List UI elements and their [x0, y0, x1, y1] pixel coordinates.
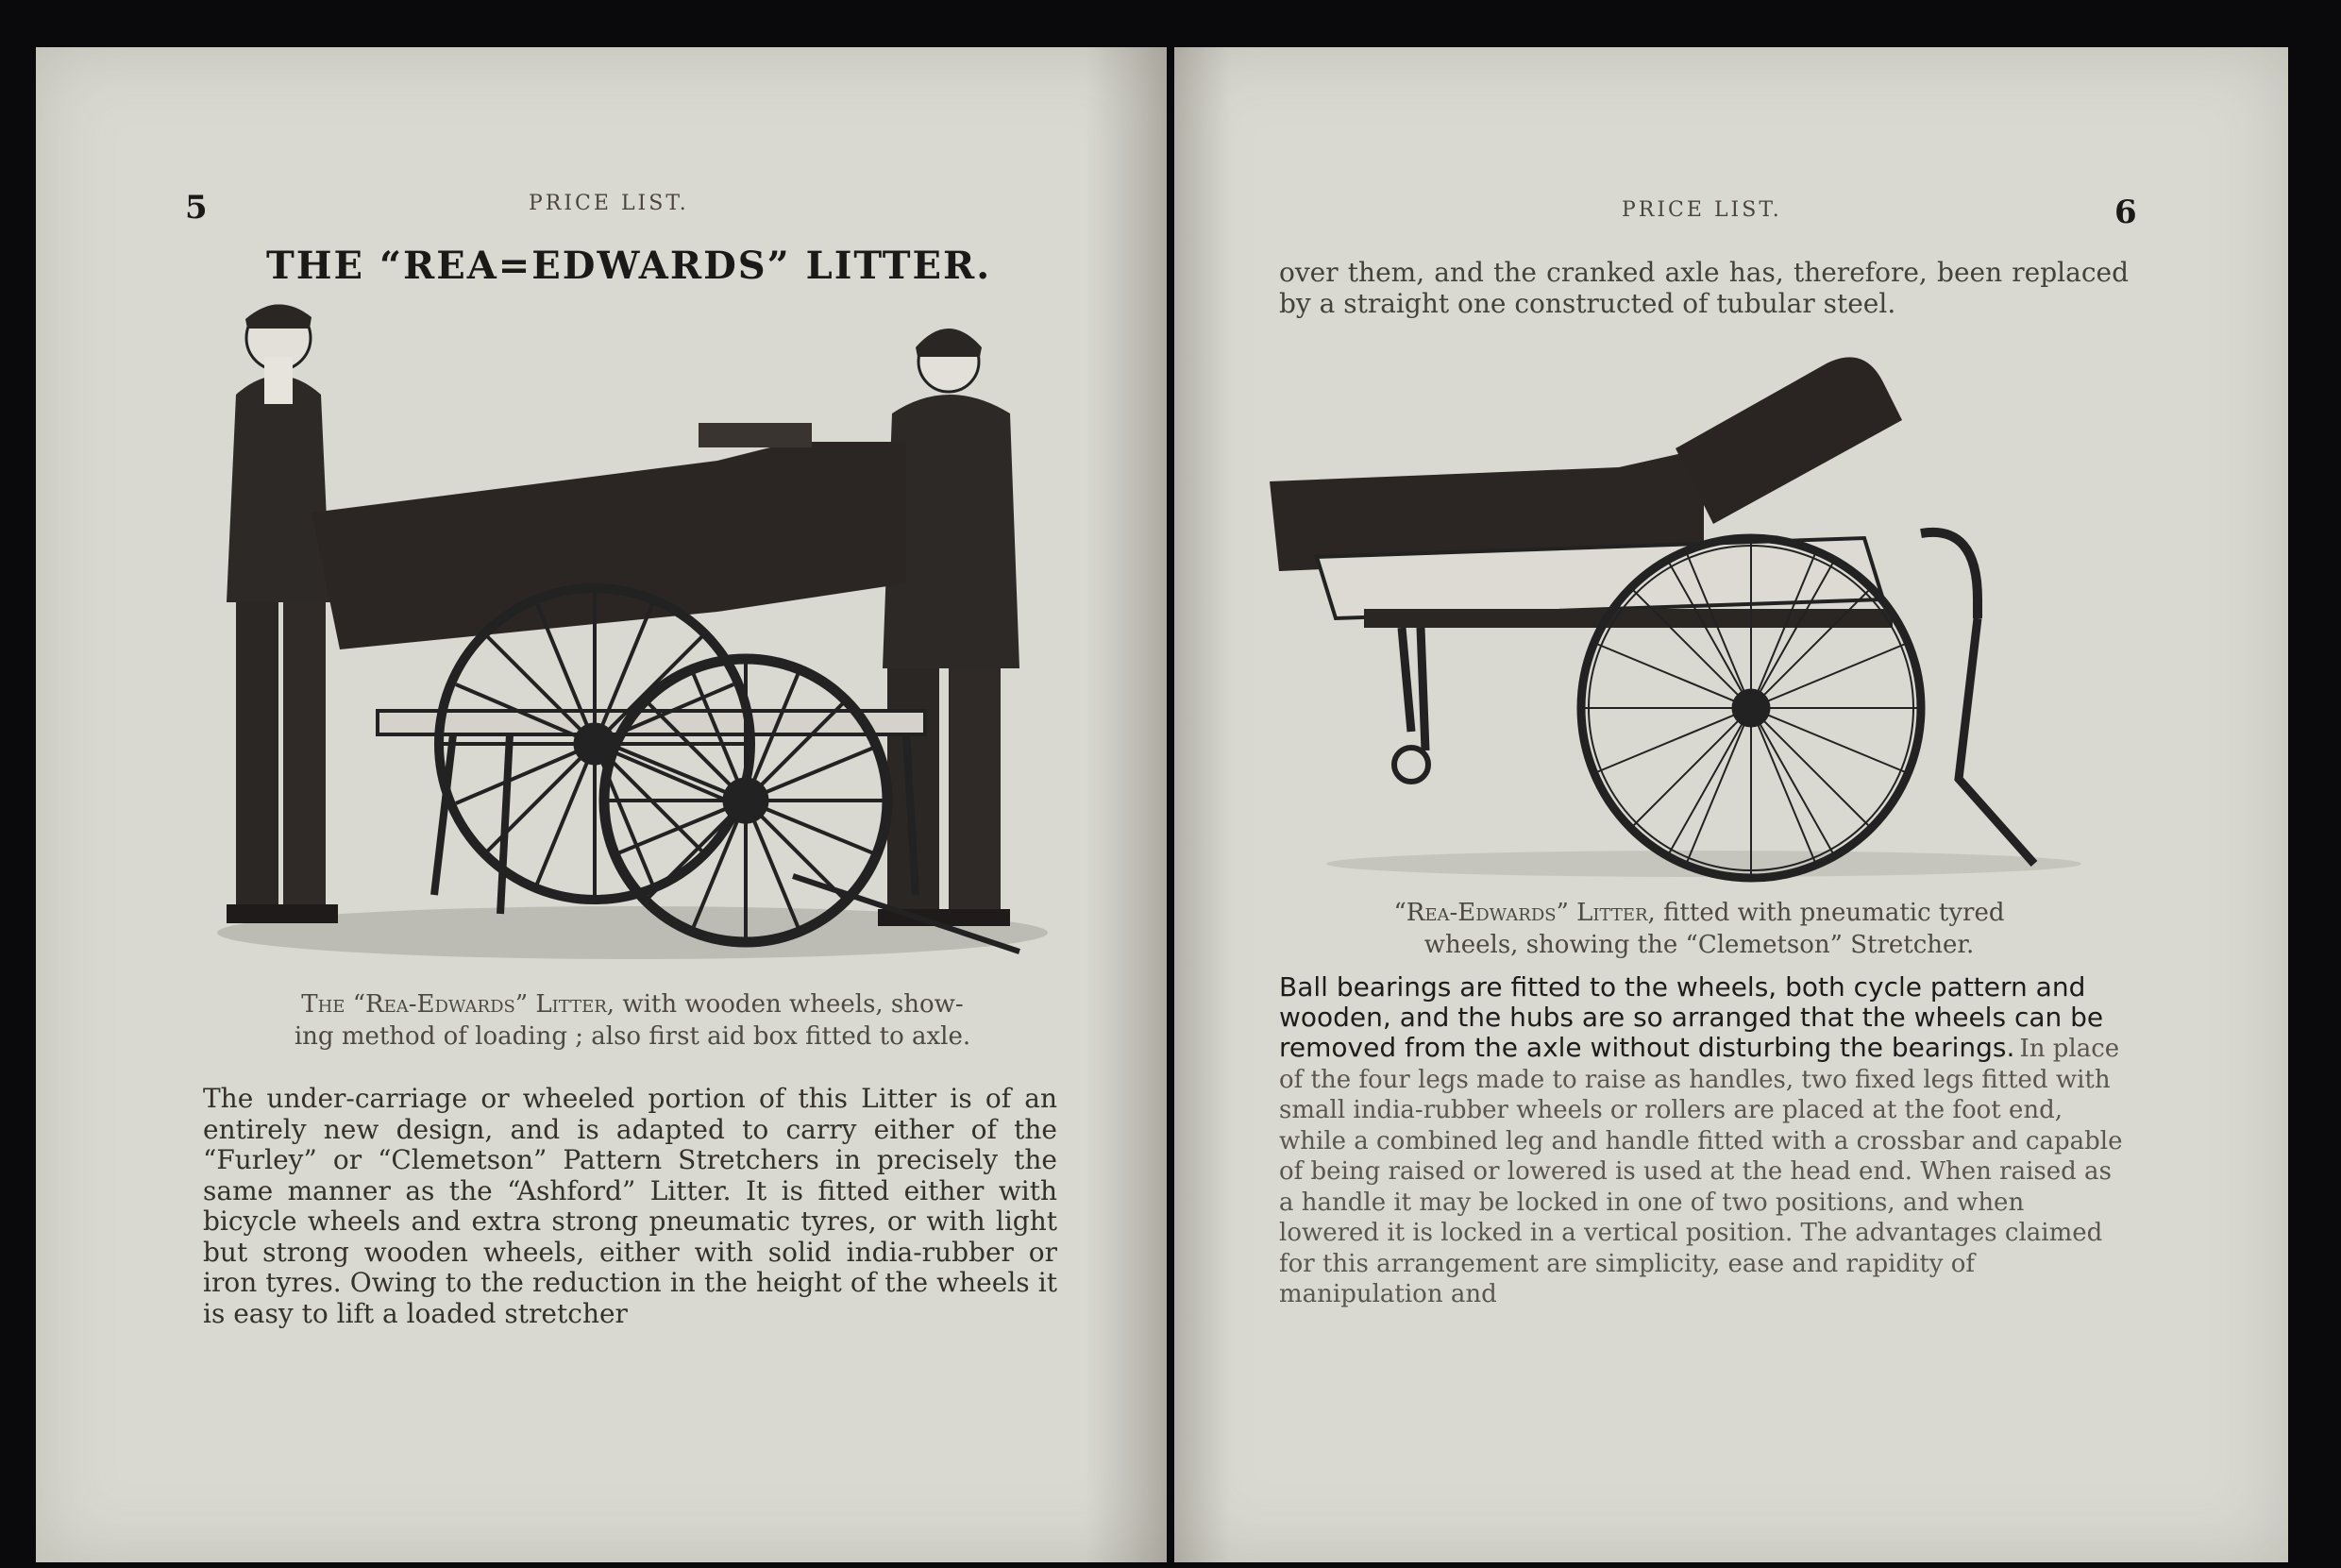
figure-caption-right — [1274, 897, 2124, 961]
running-head-right: PRICE LIST. — [1622, 198, 1782, 222]
caption-left-line2: ing method of loading ; also first aid box fitted to axle. — [294, 1022, 971, 1051]
caption-right-prefix: “Rea-Edwards” Litter, — [1393, 899, 1656, 927]
pneumatic-wheel — [1581, 538, 1921, 878]
litter-clemetson-illustration — [1260, 335, 2138, 892]
litter-loading-illustration — [189, 291, 1076, 961]
caption-left-prefix: The “Rea-Edwards” Litter, — [301, 990, 615, 1019]
body-text-left: The under-carriage or wheeled portion of this Litter is of an entirely new design, and is adapted to carry either of the “Furley” or “Clemetson” Pattern Stretchers in precisely the same manner as the “Ashford” Litter. It is fitted either with bicycle wheels and extra strong pneumatic tyres, or with light but strong wooden wheels, either with solid india-rubber or iron tyres. Owing to the reduction in the height of the wheels it is easy to lift a loaded stretcher — [203, 1083, 1057, 1329]
gutter-shadow-right — [1174, 47, 1231, 1562]
running-head-left: PRICE LIST. — [529, 192, 689, 215]
body-right-rest: In place of the four legs made to raise as handles, two fixed legs fitted with small india-rubber wheels or rollers are placed at the foot end, while a combined leg and handle fitted with a crossbar and capable of being raised or lowered is used at the head end. When raised as a handle it may be locked in one of two positions, and when lowered it is locked in a vertical position. The advantages claimed for this arrangement are simplicity, ease and rapidity of manipulation and — [1279, 1035, 2123, 1308]
page-number-right: 6 — [2114, 194, 2137, 231]
man-right-figure — [878, 329, 1019, 926]
figure-caption-left — [198, 988, 1067, 1053]
top-text-right: over them, and the cranked axle has, therefore, been replaced by a straight one constructed of tubular steel. — [1279, 257, 2129, 319]
page-title: THE “REA=EDWARDS” LITTER. — [266, 244, 992, 288]
body-text-right — [1279, 972, 2127, 1310]
body-right-bold: Ball bearings are fitted to the wheels, both cycle pattern and wooden, and the hubs are so arranged that the wheels can be removed from the axle without disturbing the bearings. — [1279, 971, 2104, 1063]
wheel-front — [604, 659, 887, 942]
caption-right-line2: wheels, showing the “Clemetson” Stretcher. — [1423, 931, 1975, 959]
caption-right-rest: fitted with pneumatic tyred — [1663, 899, 2005, 927]
gutter-shadow-left — [1086, 47, 1167, 1562]
page-number-left: 5 — [185, 189, 208, 227]
wheel-back — [439, 588, 750, 900]
caption-left-rest: with wooden wheels, show- — [622, 990, 964, 1019]
man-left-figure — [227, 304, 338, 923]
